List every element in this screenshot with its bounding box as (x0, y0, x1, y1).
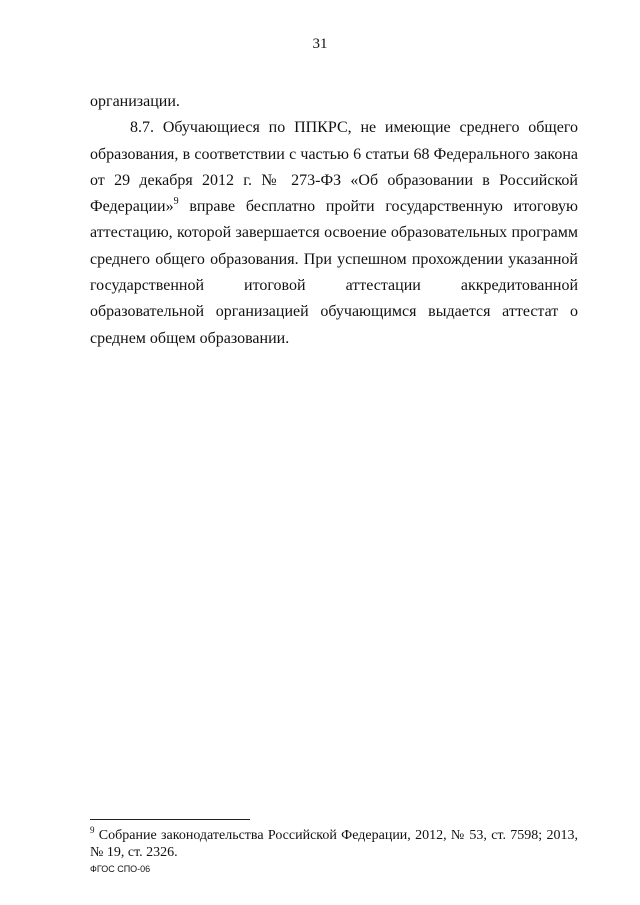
paragraph-8-7-tail: вправе бесплатно пройти государственную итоговую аттестацию, которой завершается освоение образовательных программ среднего общего образования. При успешном прохождении указанной государственной итоговой аттестации аккредитованной образовательной организацией обучающимся выдается аттестат о среднем общем образовании. (90, 198, 578, 347)
document-code: ФГОС СПО-06 (90, 864, 151, 874)
main-text (90, 89, 578, 352)
paragraph-8-7-main: 8.7. Обучающиеся по ППКРС, не имеющие среднего общего образования, в соответствии с частью 6 статьи 68 Федерального закона от 29 декабря 2012 г. № 273-ФЗ «Об образовании в Российской Федерации» (90, 119, 578, 216)
paragraph-8-7 (90, 115, 578, 352)
footnote (90, 827, 578, 861)
footnote-marker: 9 (90, 825, 95, 835)
page-number: 31 (312, 36, 328, 52)
footnote-separator (90, 819, 250, 820)
footnote-reference: 9 (173, 196, 179, 208)
footnote-text: Собрание законодательства Российской Федерации, 2012, № 53, ст. 7598; 2013, № 19, ст. 2326. (90, 828, 578, 860)
paragraph-continuation: организации. (90, 93, 180, 110)
